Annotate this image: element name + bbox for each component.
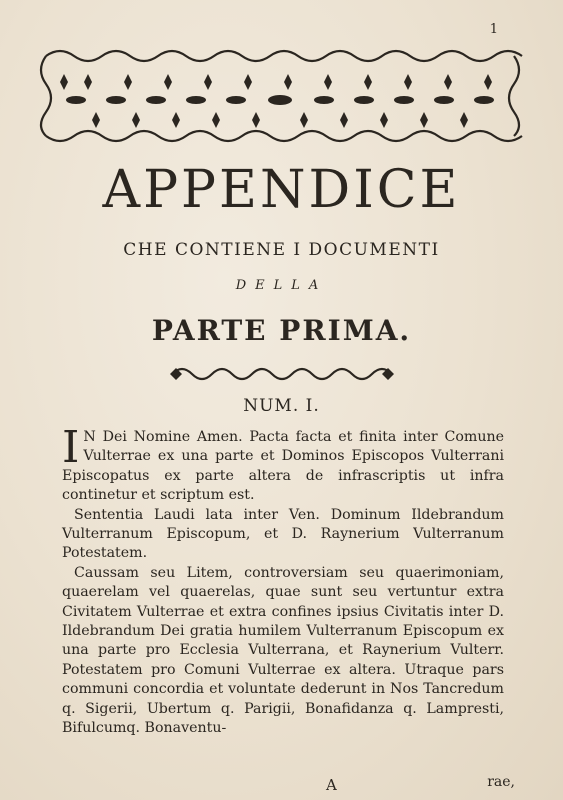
document-body bbox=[62, 422, 504, 739]
catchword: rae, bbox=[487, 774, 515, 790]
page-number: 1 bbox=[489, 22, 499, 37]
signature-mark: A bbox=[326, 776, 337, 794]
appendix-title: APPENDICE bbox=[102, 160, 461, 220]
della-line: DELLA bbox=[235, 278, 328, 293]
paragraph-2: Sententia Laudi lata inter Ven. Dominum Ildebrandum Vulterranum Episcopum, et D. Raynerium Vulterranum Potestatem. bbox=[62, 506, 504, 562]
drop-cap: I bbox=[62, 422, 80, 473]
ornamental-divider bbox=[168, 362, 396, 386]
paragraph-1-text: N Dei Nomine Amen. Pacta facta et finita inter Comune Vulterrae ex una parte et Dominos Episcopos Vulterrani Episcopatus ex parte altera de infrascriptis ut infra continetur et scriptum est. bbox=[62, 429, 504, 504]
part-title: PARTE PRIMA. bbox=[151, 314, 412, 347]
paragraph-1 bbox=[62, 422, 504, 506]
section-number: NUM. I. bbox=[243, 396, 320, 416]
decorative-headpiece bbox=[36, 48, 524, 144]
appendix-subtitle: CHE CONTIENE I DOCUMENTI bbox=[123, 240, 440, 260]
paragraph-3: Caussam seu Litem, controversiam seu quaerimoniam, quaerelam vel quaerelas, quae sunt seu vertuntur extra Civitatem Vulterrae et extra confines ipsius Civitatis inter D. Ildebrandum Dei gratia humilem Vulterranum Episcopum ex una parte pro Ecclesia Vulterrana, et Raynerium Vulterr. Potestatem pro Comuni Vulterrae ex altera. Utraque pars communi concordia et voluntate dederunt in Nos Tancredum q. Sigerii, Ubertum q. Parigii, Bonafidanza q. Lampresti, Bifulcumq. Bonaventu- bbox=[62, 564, 504, 737]
